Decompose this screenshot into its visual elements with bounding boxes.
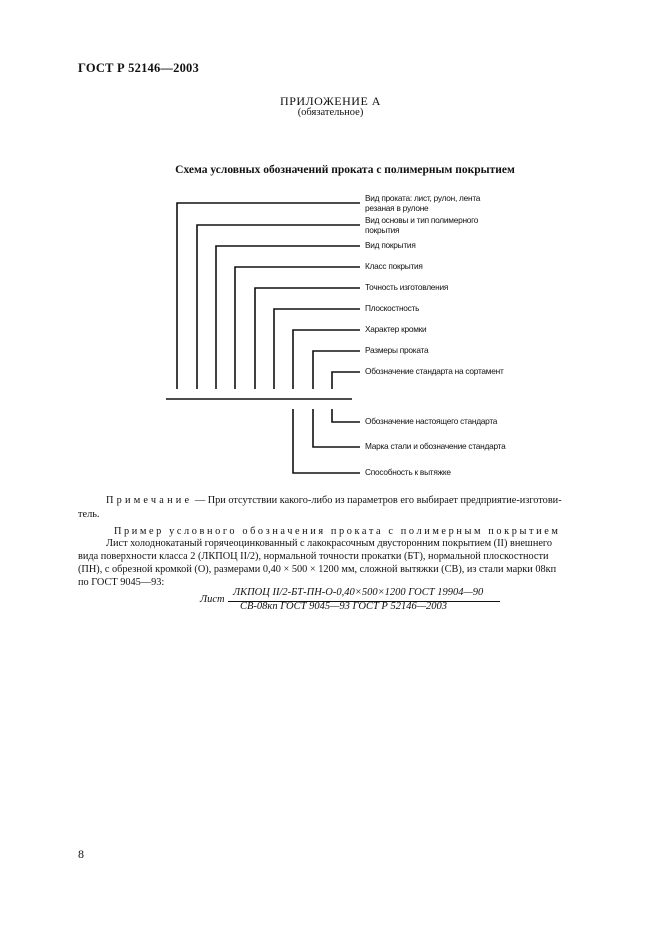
label-assortment-standard: Обозначение стандарта на сортамент <box>365 366 504 376</box>
example-line-1: Лист холоднокатаный горячеоцинкованный с лакокрасочным двусторонним покрытием (II) внешнего <box>106 538 553 549</box>
scheme-title: Схема условных обозначений проката с полимерным покрытием <box>175 164 515 176</box>
example-line-4: по ГОСТ 9045—93: <box>78 577 165 588</box>
appendix-title: ПРИЛОЖЕНИЕ А <box>280 94 381 108</box>
label-manufacturing-accuracy: Точность изготовления <box>365 282 449 292</box>
label-steel-grade: Марка стали и обозначение стандарта <box>365 441 506 451</box>
formula-prefix: Лист <box>200 594 225 605</box>
example-heading: Пример условного обозначения проката с полимерным покрытием <box>114 526 561 537</box>
leader-bottom-1 <box>332 409 360 422</box>
appendix-subtitle: (обязательное) <box>297 107 364 118</box>
label-drawability: Способность к вытяжке <box>365 467 451 477</box>
leader-7 <box>293 330 360 389</box>
leader-6 <box>274 309 360 389</box>
note-paragraph <box>106 494 562 507</box>
label-coating-class: Класс покрытия <box>365 261 423 271</box>
note-label: Примечание <box>106 495 193 506</box>
label-base-and-coating-type: Вид основы и тип полимерного покрытия <box>365 215 479 235</box>
label-coating-kind: Вид покрытия <box>365 240 416 250</box>
leader-2 <box>197 225 360 389</box>
example-line-3: (ПН), с обрезной кромкой (О), размерами 0,40 × 500 × 1200 мм, сложной вытяжки (СВ), из стали марки 08кп <box>78 564 557 575</box>
leader-bottom-2 <box>313 409 360 447</box>
label-product-type: Вид проката: лист, рулон, лента резаная в рулоне <box>365 193 481 213</box>
leader-4 <box>235 267 360 389</box>
leader-1 <box>177 203 360 389</box>
label-edge-type: Характер кромки <box>365 324 427 334</box>
label-dimensions: Размеры проката <box>365 345 429 355</box>
label-flatness: Плоскостность <box>365 303 420 313</box>
formula-numerator: ЛКПОЦ II/2-БТ-ПН-О-0,40×500×1200 ГОСТ 19904—90 <box>233 587 484 598</box>
document-code-header: ГОСТ Р 52146—2003 <box>78 61 199 75</box>
formula-denominator: СВ-08кп ГОСТ 9045—93 ГОСТ Р 52146—2003 <box>240 601 448 612</box>
leader-5 <box>255 288 360 389</box>
example-line-2: вида поверхности класса 2 (ЛКПОЦ II/2), нормальной точности прокатки (БТ), нормальной плоскостности <box>78 551 549 562</box>
leader-8 <box>313 351 360 389</box>
note-continuation: тель. <box>78 509 100 520</box>
leader-9 <box>332 372 360 389</box>
label-this-standard: Обозначение настоящего стандарта <box>365 416 498 426</box>
note-text: — При отсутствии какого-либо из параметров его выбирает предприятие-изготови- <box>194 495 562 506</box>
page-number: 8 <box>78 847 84 861</box>
leader-bottom-3 <box>293 409 360 473</box>
